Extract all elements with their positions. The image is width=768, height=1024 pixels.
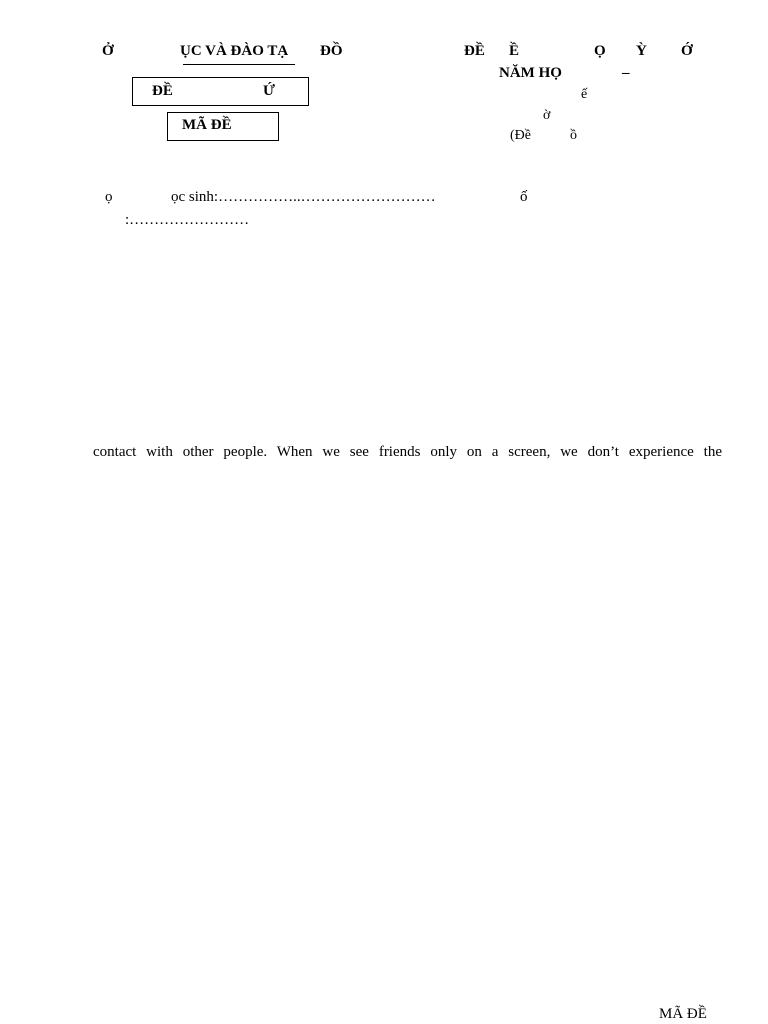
header-left-fragment-1: Ở xyxy=(102,43,114,59)
student-number-mark: ố xyxy=(520,189,528,205)
header-left-underline xyxy=(183,64,295,65)
header-right-fragment-2: Ề xyxy=(509,43,520,59)
exam-type-label-b: Ứ xyxy=(263,83,275,99)
header-right-fragment-4: Ỳ xyxy=(636,43,647,59)
header-right-fragment-1: ĐỀ xyxy=(464,43,485,59)
note-fragment-a: (Đề xyxy=(510,128,531,143)
school-year-dash: – xyxy=(622,65,630,81)
header-right-fragment-3: Ọ xyxy=(594,43,606,59)
time-fragment: ờ xyxy=(543,108,551,123)
passage-line: contact with other people. When we see friends only on a screen, we don’t experience the xyxy=(93,444,722,460)
footer-exam-code: MÃ ĐỀ xyxy=(659,1006,707,1022)
header-left-fragment-2: ỤC VÀ ĐÀO TẠ xyxy=(180,43,289,59)
header-right-fragment-5: Ớ xyxy=(681,43,693,59)
header-left-fragment-3: ĐỒ xyxy=(320,43,343,59)
student-name-line: ọc sinh:……………..……………………… xyxy=(171,189,436,205)
note-fragment-b: ồ xyxy=(570,128,577,143)
student-prefix: ọ xyxy=(105,189,113,205)
subject-fragment: ế xyxy=(581,87,588,102)
exam-code-label: MÃ ĐỀ xyxy=(182,117,232,133)
exam-type-label-a: ĐỀ xyxy=(152,83,173,99)
student-class-line: :…………………… xyxy=(125,212,250,228)
school-year-label: NĂM HỌ xyxy=(499,65,562,81)
